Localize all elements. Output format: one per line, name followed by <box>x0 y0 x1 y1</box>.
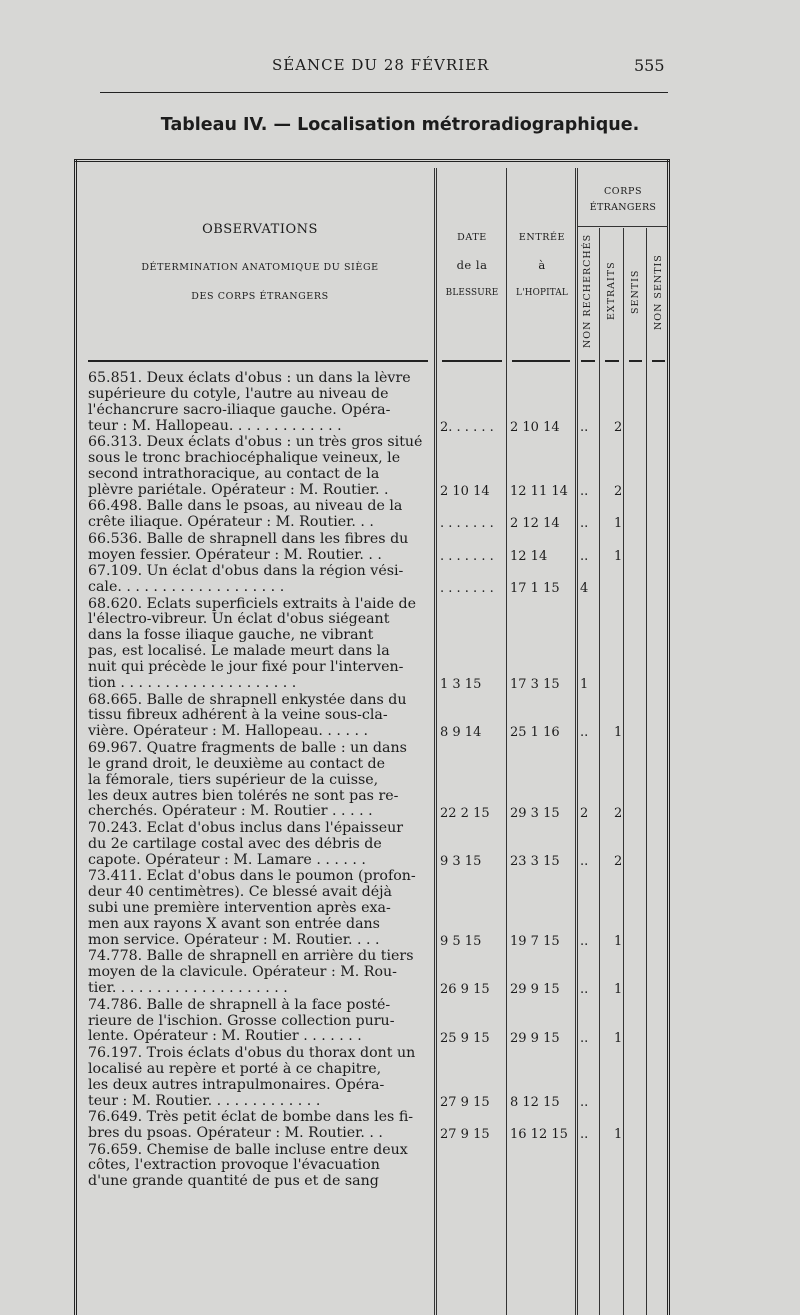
observation-line: 74.786. Balle de shrapnell à la face posté- <box>88 997 391 1013</box>
header-separator-non-sentis <box>652 360 665 362</box>
observation-line: côtes, l'extraction provoque l'évacuation <box>88 1158 380 1174</box>
observation-line: 69.967. Quatre fragments de balle : un dans <box>88 740 407 756</box>
entree-cell: 29 3 15 <box>510 805 560 821</box>
observation-line: moyen fessier. Opérateur : M. Routier. . . <box>88 547 382 563</box>
observation-line: 66.313. Deux éclats d'obus : un très gros situé <box>88 435 423 451</box>
observation-line: 74.778. Balle de shrapnell en arrière du tiers <box>88 949 414 965</box>
entree-cell: 17 1 15 <box>510 581 560 597</box>
non-recherches-cell: .. <box>580 725 589 741</box>
non-recherches-cell: .. <box>580 933 589 949</box>
header-extraits: EXTRAITS <box>606 261 617 320</box>
non-recherches-cell: 2 <box>580 805 589 821</box>
observation-line: subi une première intervention après exa- <box>88 901 391 917</box>
header-non-sentis: NON SENTIS <box>653 254 664 330</box>
observation-line: sous le tronc brachiocéphalique veineux, le <box>88 451 401 467</box>
header-corps-line1: CORPS <box>603 186 643 197</box>
header-corps-line2: ÉTRANGERS <box>589 202 657 213</box>
entree-cell: 8 12 15 <box>510 1094 560 1110</box>
extraits-cell: 1 <box>614 516 623 532</box>
extraits-cell: 1 <box>614 982 623 998</box>
date-cell: 9 5 15 <box>440 933 482 949</box>
entree-cell: 29 9 15 <box>510 982 560 998</box>
extraits-cell: 1 <box>614 548 623 564</box>
page-number: 555 <box>634 56 665 75</box>
header-determination: DÉTERMINATION ANATOMIQUE DU SIÈGE <box>141 262 379 273</box>
header-separator-entree <box>512 360 570 362</box>
date-cell: 9 3 15 <box>440 853 482 869</box>
observation-line: 66.536. Balle de shrapnell dans les fibres du <box>88 531 409 547</box>
entree-cell: 12 11 14 <box>510 483 568 499</box>
non-recherches-cell: .. <box>580 419 589 435</box>
date-cell: . . . . . . . <box>440 516 494 532</box>
header-separator-non-recherches <box>581 360 595 362</box>
observation-entry <box>88 597 438 692</box>
observation-entry <box>88 499 438 531</box>
observation-line: 76.659. Chemise de balle incluse entre deux <box>88 1142 408 1158</box>
non-recherches-cell: .. <box>580 1094 589 1110</box>
running-head-title: SÉANCE DU 28 FÉVRIER <box>272 56 490 74</box>
observation-line: 66.498. Balle dans le psoas, au niveau de la <box>88 499 403 515</box>
observation-entry <box>88 998 438 1046</box>
date-cell: . . . . . . . <box>440 548 494 564</box>
observation-line: bres du psoas. Opérateur : M. Routier. . . <box>88 1126 383 1142</box>
extraits-cell: 2 <box>614 483 623 499</box>
observation-line: cherchés. Opérateur : M. Routier . . . . . <box>88 804 373 820</box>
observation-line: pas, est localisé. Le malade meurt dans la <box>88 644 390 660</box>
header-date-line3: BLESSURE <box>445 288 499 298</box>
observation-line: capote. Opérateur : M. Lamare . . . . . . <box>88 852 366 868</box>
observation-line: men aux rayons X avant son entrée dans <box>88 916 380 932</box>
date-cell: 8 9 14 <box>440 725 482 741</box>
header-des-corps: DES CORPS ÉTRANGERS <box>191 291 329 302</box>
table-frame-left <box>74 159 77 1315</box>
observation-entry <box>88 1046 438 1110</box>
observation-line: supérieure du cotyle, l'autre au niveau de <box>88 386 389 402</box>
observation-line: cale. . . . . . . . . . . . . . . . . . . <box>88 580 285 596</box>
extraits-cell: 1 <box>614 933 623 949</box>
observation-line: rieure de l'ischion. Grosse collection puru- <box>88 1013 395 1029</box>
entree-cell: 17 3 15 <box>510 677 560 693</box>
header-entree-line2: à <box>538 258 546 272</box>
non-recherches-cell: 4 <box>580 581 589 597</box>
entree-cell: 19 7 15 <box>510 933 560 949</box>
observation-line: l'électro-vibreur. Un éclat d'obus siégeant <box>88 612 390 628</box>
corps-subheader-rule <box>578 226 668 227</box>
header-separator-date <box>442 360 502 362</box>
observation-line: mon service. Opérateur : M. Routier. . . . <box>88 932 380 948</box>
observation-line: du 2e cartilage costal avec des débris de <box>88 836 382 852</box>
date-cell: 2 10 14 <box>440 483 490 499</box>
date-cell: 27 9 15 <box>440 1094 490 1110</box>
entree-cell: 12 14 <box>510 548 548 564</box>
observation-entry <box>88 949 438 997</box>
observation-line: teur : M. Hallopeau. . . . . . . . . . . . . <box>88 418 342 434</box>
observation-line: lente. Opérateur : M. Routier . . . . . . . <box>88 1029 362 1045</box>
observation-line: 67.109. Un éclat d'obus dans la région vési- <box>88 564 404 580</box>
observation-line: d'une grande quantité de pus et de sang <box>88 1174 379 1190</box>
table-frame-right <box>667 159 670 1315</box>
observation-line: les deux autres bien tolérés ne sont pas re- <box>88 788 399 804</box>
observation-line: tier. . . . . . . . . . . . . . . . . . . . <box>88 981 288 997</box>
observation-entry <box>88 1110 438 1142</box>
observation-entry <box>88 741 438 820</box>
date-cell: 26 9 15 <box>440 982 490 998</box>
header-sentis: SENTIS <box>630 269 641 314</box>
observation-line: 65.851. Deux éclats d'obus : un dans la lèvre <box>88 371 411 386</box>
header-date-line1: DATE <box>457 232 487 243</box>
column-divider-entree <box>506 168 507 1315</box>
observation-entry <box>88 693 438 741</box>
observation-line: teur : M. Routier. . . . . . . . . . . . . <box>88 1093 321 1109</box>
table-frame-top <box>74 159 670 162</box>
observation-line: tissu fibreux adhérent à la veine sous-cla- <box>88 708 388 724</box>
date-cell: 27 9 15 <box>440 1127 490 1143</box>
entree-cell: 2 12 14 <box>510 516 560 532</box>
column-divider-corps <box>575 168 578 1315</box>
observation-line: le grand droit, le deuxième au contact de <box>88 756 386 772</box>
observation-line: la fémorale, tiers supérieur de la cuisse, <box>88 772 379 788</box>
observation-line: 73.411. Éclat d'obus dans le poumon (profon- <box>88 869 416 885</box>
date-cell: 22 2 15 <box>440 805 490 821</box>
running-head <box>0 52 800 82</box>
observation-line: 70.243. Éclat d'obus inclus dans l'épaisseur <box>88 821 404 836</box>
header-date-line2: de la <box>456 258 488 272</box>
observation-entry <box>88 564 438 596</box>
observation-line: tion . . . . . . . . . . . . . . . . . . . . <box>88 676 297 692</box>
observation-entry <box>88 532 438 564</box>
observation-line: 76.197. Trois éclats d'obus du thorax dont un <box>88 1046 416 1061</box>
date-cell: 2. . . . . . <box>440 419 494 435</box>
header-non-recherches: NON RECHERCHÉS <box>582 233 593 348</box>
observation-line: nuit qui précède le jour fixé pour l'interven- <box>88 660 404 676</box>
header-separator-extraits <box>605 360 619 362</box>
date-cell: 25 9 15 <box>440 1030 490 1046</box>
non-recherches-cell: .. <box>580 1127 589 1143</box>
non-recherches-cell: .. <box>580 483 589 499</box>
entree-cell: 16 12 15 <box>510 1127 568 1143</box>
column-divider-non-sentis <box>646 228 647 1315</box>
column-divider-sentis <box>623 228 624 1315</box>
observation-line: localisé au repère et porté à ce chapitre, <box>88 1061 382 1077</box>
observation-entry <box>88 869 438 948</box>
non-recherches-cell: .. <box>580 516 589 532</box>
observation-entry <box>88 435 438 499</box>
observation-line: 76.649. Très petit éclat de bombe dans les fi- <box>88 1110 414 1126</box>
header-entree-line1: ENTRÉE <box>518 232 566 243</box>
observation-line: second intrathoracique, au contact de la <box>88 466 380 482</box>
observation-line: 68.620. Éclats superficiels extraits à l'aide de <box>88 596 417 612</box>
observation-line: l'échancrure sacro-iliaque gauche. Opéra- <box>88 402 391 418</box>
extraits-cell: 2 <box>614 419 623 435</box>
column-divider-extraits <box>599 228 600 1315</box>
non-recherches-cell: 1 <box>580 677 589 693</box>
observation-line: vière. Opérateur : M. Hallopeau. . . . . . <box>88 724 368 740</box>
observation-line: moyen de la clavicule. Opérateur : M. Rou- <box>88 965 397 981</box>
header-observations: OBSERVATIONS <box>202 222 318 237</box>
observation-line: deur 40 centimètres). Ce blessé avait déjà <box>88 885 393 901</box>
non-recherches-cell: .. <box>580 1030 589 1046</box>
observation-line: dans la fosse iliaque gauche, ne vibrant <box>88 628 374 644</box>
observation-entry <box>88 1143 438 1191</box>
date-cell: . . . . . . . <box>440 581 494 597</box>
extraits-cell: 1 <box>614 725 623 741</box>
date-cell: 1 3 15 <box>440 677 482 693</box>
observation-line: 68.665. Balle de shrapnell enkystée dans du <box>88 692 407 708</box>
extraits-cell: 1 <box>614 1030 623 1046</box>
extraits-cell: 1 <box>614 1127 623 1143</box>
observation-entry <box>88 821 438 869</box>
header-separator-sentis <box>629 360 642 362</box>
header-entree-line3: L'HOPITAL <box>516 288 568 298</box>
extraits-cell: 2 <box>614 853 623 869</box>
entree-cell: 23 3 15 <box>510 853 560 869</box>
observation-entry <box>88 371 438 435</box>
table-title: Tableau IV. — Localisation métroradiographique. <box>160 115 640 135</box>
observation-line: plèvre pariétale. Opérateur : M. Routier. . <box>88 482 389 498</box>
non-recherches-cell: .. <box>580 853 589 869</box>
observation-line: les deux autres intrapulmonaires. Opéra- <box>88 1077 385 1093</box>
entree-cell: 25 1 16 <box>510 725 560 741</box>
header-rule <box>100 92 668 93</box>
non-recherches-cell: .. <box>580 982 589 998</box>
entree-cell: 29 9 15 <box>510 1030 560 1046</box>
extraits-cell: 2 <box>614 805 623 821</box>
header-separator-observations <box>88 360 428 362</box>
entree-cell: 2 10 14 <box>510 419 560 435</box>
observation-line: crête iliaque. Opérateur : M. Routier. . . <box>88 515 374 531</box>
non-recherches-cell: .. <box>580 548 589 564</box>
